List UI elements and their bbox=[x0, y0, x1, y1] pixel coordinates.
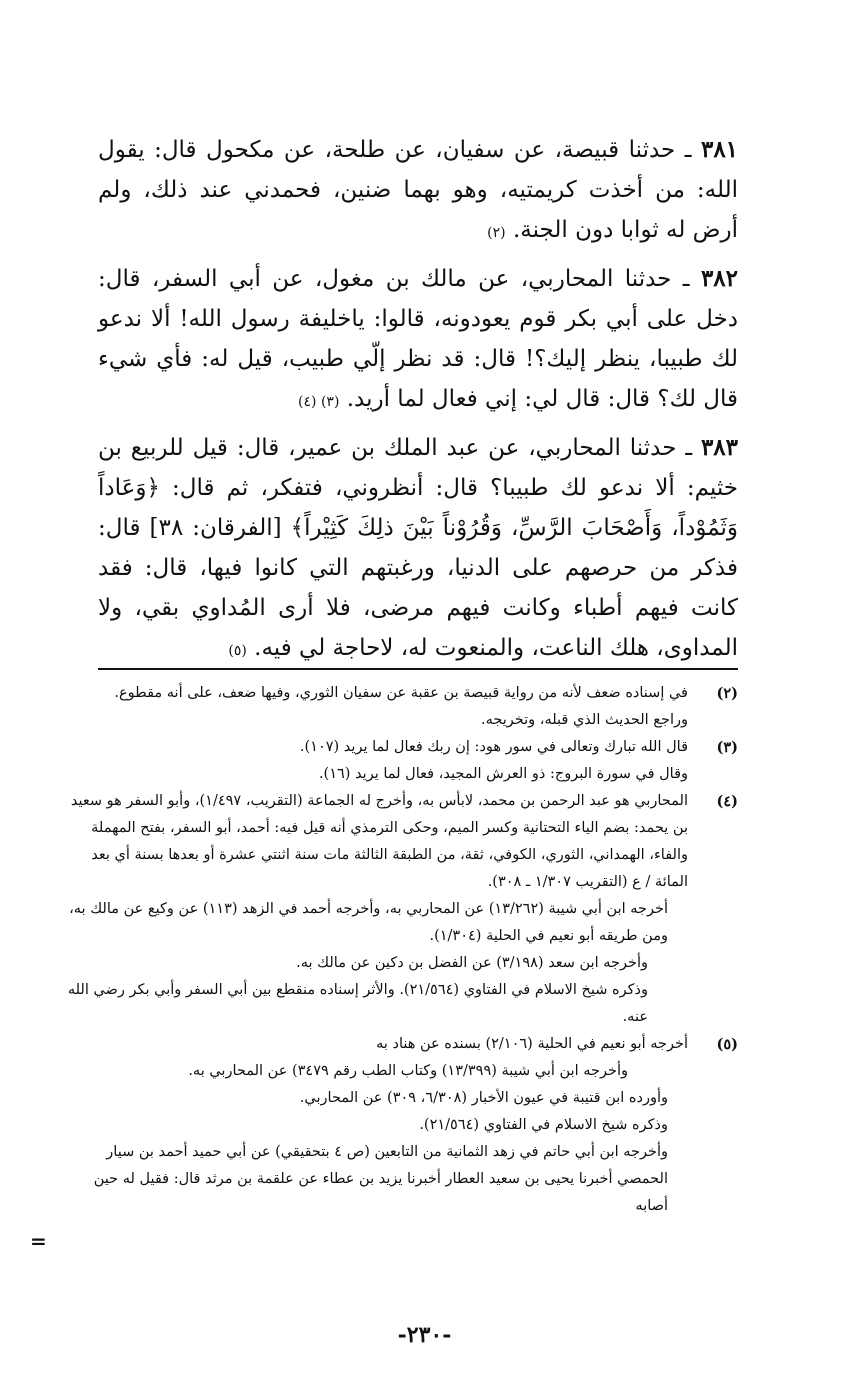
footnote-ref: (٣) (٤) bbox=[298, 394, 340, 410]
main-text bbox=[98, 130, 738, 677]
footnote-line: أخرجه ابن أبي شيبة (١٣/٢٦٢) عن المحاربي به، وأخرجه أحمد في الزهد (١١٣) عن وكيع عن مالك به، ومن طريقه أبو نعيم في الحلية (١/٣٠٤). bbox=[69, 901, 668, 944]
footnote-number: (٢) bbox=[716, 685, 738, 702]
dash: ـ bbox=[684, 137, 692, 163]
hadith-text: حدثنا المحاربي، عن عبد الملك بن عمير، قال: قيل للربيع بن خثيم: ألا ندعو لك طبيبا؟ قال: أنظروني، فتفكر، ثم قال: ﴿وَعَاداً وَثَمُوْداً، وَأَصْحَابَ الرَّسِّ، وَقُرُوْناً بَيْنَ ذلِكَ كَثِيْراً﴾ [الفرقان: ٣٨] قال: فذكر من حرصهم على الدنيا، ورغبتهم التي كانوا فيها، قال: فقد كانت فيهم أطباء وكانت فيهم مرضى، فلا أرى المُداوي بقي، ولا المداوى، هلك الناعت، والمنعوت له، لاحاجة لي فيه. bbox=[98, 435, 739, 661]
footnote-line: المحاربي هو عبد الرحمن بن محمد، لابأس به، وأخرج له الجماعة (التقريب، ١/٤٩٧)، وأبو السفر هو سعيد بن يحمد: بضم الياء التحتانية وكسر الميم، وحكى الترمذي أنه قيل فيه: أحمد، أبو السفر، بفتح المهملة والفاء، الهمداني، الثوري، الكوفي، ثقة، من الطبقة الثالثة مات سنة اثنتي عشرة أو بعدها بسنة أي بعد المائة / ع (التقريب ١/٣٠٧ ـ ٣٠٨). bbox=[70, 793, 688, 890]
hadith-text: حدثنا المحاربي، عن مالك بن مغول، عن أبي السفر، قال: دخل على أبي بكر قوم يعودونه، قالوا: ياخليفة رسول الله! ألا ندعو لك طبيبا، ينظر إليك؟! قال: قد نظر إلّي طبيب، قيل له: فأي شيء قال لك؟ قال: قال لي: إني فعال لما أريد. bbox=[98, 266, 738, 412]
footnote-line: وذكره شيخ الاسلام في الفتاوي (٢١/٥٦٤). bbox=[419, 1117, 668, 1133]
footnote-ref: (٢) bbox=[487, 225, 506, 241]
page-number: -٢٣٠- bbox=[397, 1322, 452, 1348]
footnote-line: وقال في سورة البروج: ذو العرش المجيد، فعال لما يريد (١٦). bbox=[318, 766, 688, 782]
footnote-number: (٣) bbox=[716, 739, 738, 756]
footnote-line: وأخرجه ابن أبي حاتم في زهد الثمانية من التابعين (ص ٤ بتحقيقي) عن أبي حميد أحمد بن سيار الحمصي أخبرنا يحيى بن سعيد العطار أخبرنا يزيد بن عطاء عن علقمة بن مرثد قال: فقيل له حين أصابه bbox=[93, 1144, 668, 1214]
footnote-number: (٥) bbox=[716, 1036, 738, 1053]
footnote-line: أخرجه أبو نعيم في الحلية (٢/١٠٦) بسنده عن هناد به bbox=[376, 1036, 688, 1052]
footnote-5 bbox=[62, 1031, 738, 1220]
footnote-4 bbox=[62, 788, 738, 1031]
hadith-number: ٣٨١ bbox=[700, 136, 739, 163]
hadith-number: ٣٨٢ bbox=[700, 265, 738, 292]
continuation-mark: = bbox=[30, 1229, 47, 1253]
footnotes bbox=[62, 680, 738, 1220]
paragraph-382 bbox=[98, 259, 738, 422]
paragraph-383 bbox=[98, 428, 738, 671]
hadith-number: ٣٨٣ bbox=[700, 434, 739, 461]
footnote-ref: (٥) bbox=[228, 643, 247, 659]
footnote-divider bbox=[98, 668, 738, 670]
footnote-3 bbox=[62, 734, 738, 788]
footnote-line: في إسناده ضعف لأنه من رواية قبيصة بن عقبة عن سفيان الثوري، وفيها ضعف، على أنه مقطوع. bbox=[114, 685, 688, 701]
footnote-line: وأخرجه ابن سعد (٣/١٩٨) عن الفضل بن دكين عن مالك به. bbox=[296, 955, 648, 971]
paragraph-381 bbox=[98, 130, 738, 253]
dash: ـ bbox=[682, 266, 690, 292]
footnote-2 bbox=[62, 680, 738, 734]
footnote-line: وأورده ابن قتيبة في عيون الأخبار (٦/٣٠٨، ٣٠٩) عن المحاربي. bbox=[299, 1090, 668, 1106]
footnote-line: وأخرجه ابن أبي شيبة (١٣/٣٩٩) وكتاب الطب رقم ٣٤٧٩) عن المحاربي به. bbox=[188, 1063, 628, 1079]
footnote-line: وذكره شيخ الاسلام في الفتاوي (٢١/٥٦٤). والأثر إسناده منقطع بين أبي السفر وأبي بكر رضي الله عنه. bbox=[67, 982, 648, 1025]
footnote-line: وراجع الحديث الذي قبله، وتخريجه. bbox=[481, 712, 688, 728]
hadith-text: حدثنا قبيصة، عن سفيان، عن طلحة، عن مكحول قال: يقول الله: من أخذت كريمتيه، وهو بهما ضنين، فحمدني عند ذلك، ولم أرض له ثوابا دون الجنة. bbox=[98, 137, 738, 243]
dash: ـ bbox=[685, 435, 693, 461]
footnote-number: (٤) bbox=[716, 793, 738, 810]
footnote-line: قال الله تبارك وتعالى في سور هود: إن ربك فعال لما يريد (١٠٧). bbox=[299, 739, 688, 755]
